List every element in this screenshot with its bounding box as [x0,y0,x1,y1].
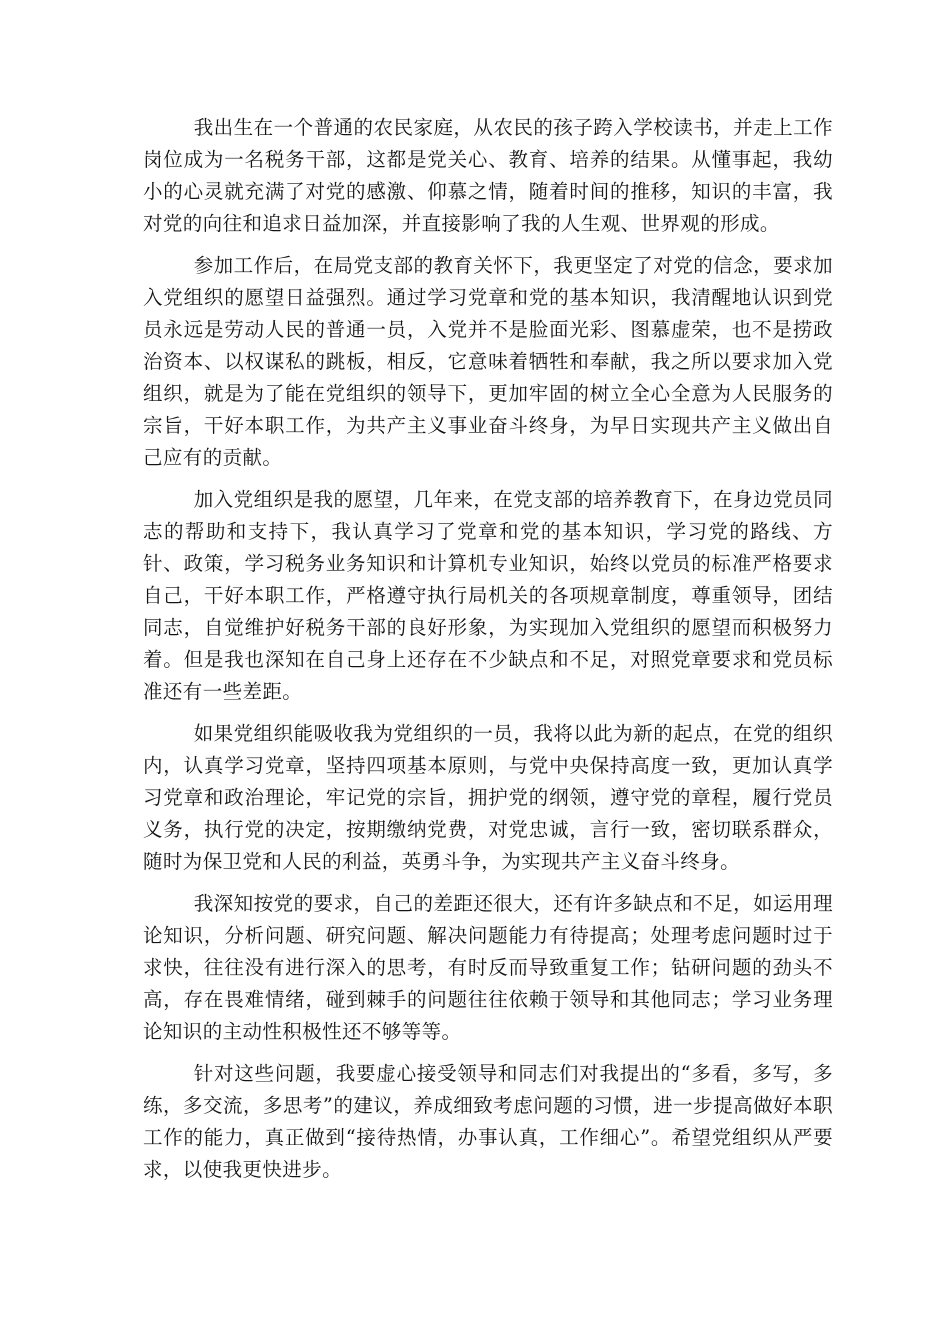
paragraph-1: 我出生在一个普通的农民家庭，从农民的孩子跨入学校读书，并走上工作岗位成为一名税务干部，这都是党关心、教育、培养的结果。从懂事起，我幼小的心灵就充满了对党的感激、仰慕之情，随着时间的推移，知识的丰富，我对党的向往和追求日益加深，并直接影响了我的人生观、世界观的形成。 [143,116,833,235]
paragraph-6: 针对这些问题，我要虚心接受领导和同志们对我提出的“多看，多写，多练，多交流，多思考”的建议，养成细致考虑问题的习惯，进一步提高做好本职工作的能力，真正做到“接待热情，办事认真，工作细心”。希望党组织从严要求，以使我更快进步。 [143,1062,833,1181]
document-body [143,112,833,1196]
paragraph-3: 加入党组织是我的愿望，几年来，在党支部的培养教育下，在身边党员同志的帮助和支持下，我认真学习了党章和党的基本知识，学习党的路线、方针、政策，学习税务业务知识和计算机专业知识，始终以党员的标准严格要求自己，干好本职工作，严格遵守执行局机关的各项规章制度，尊重领导，团结同志，自觉维护好税务干部的良好形象，为实现加入党组织的愿望而积极努力着。但是我也深知在自己身上还存在不少缺点和不足，对照党章要求和党员标准还有一些差距。 [143,488,833,703]
paragraph-2: 参加工作后，在局党支部的教育关怀下，我更坚定了对党的信念，要求加入党组织的愿望日益强烈。通过学习党章和党的基本知识，我清醒地认识到党员永远是劳动人民的普通一员，入党并不是脸面光彩、图慕虚荣，也不是捞政治资本、以权谋私的跳板，相反，它意味着牺牲和奉献，我之所以要求加入党组织，就是为了能在党组织的领导下，更加牢固的树立全心全意为人民服务的宗旨，干好本职工作，为共产主义事业奋斗终身，为早日实现共产主义做出自己应有的贡献。 [143,254,833,469]
paragraph-4: 如果党组织能吸收我为党组织的一员，我将以此为新的起点，在党的组织内，认真学习党章，坚持四项基本原则，与党中央保持高度一致，更加认真学习党章和政治理论，牢记党的宗旨，拥护党的纲领，遵守党的章程，履行党员义务，执行党的决定，按期缴纳党费，对党忠诚，言行一致，密切联系群众，随时为保卫党和人民的利益，英勇斗争，为实现共产主义奋斗终身。 [143,722,833,873]
paragraph-5: 我深知按党的要求，自己的差距还很大，还有许多缺点和不足，如运用理论知识，分析问题、研究问题、解决问题能力有待提高；处理考虑问题时过于求快，往往没有进行深入的思考，有时反而导致重复工作；钻研问题的劲头不高，存在畏难情绪，碰到棘手的问题往往依赖于领导和其他同志；学习业务理论知识的主动性积极性还不够等等。 [143,892,833,1043]
